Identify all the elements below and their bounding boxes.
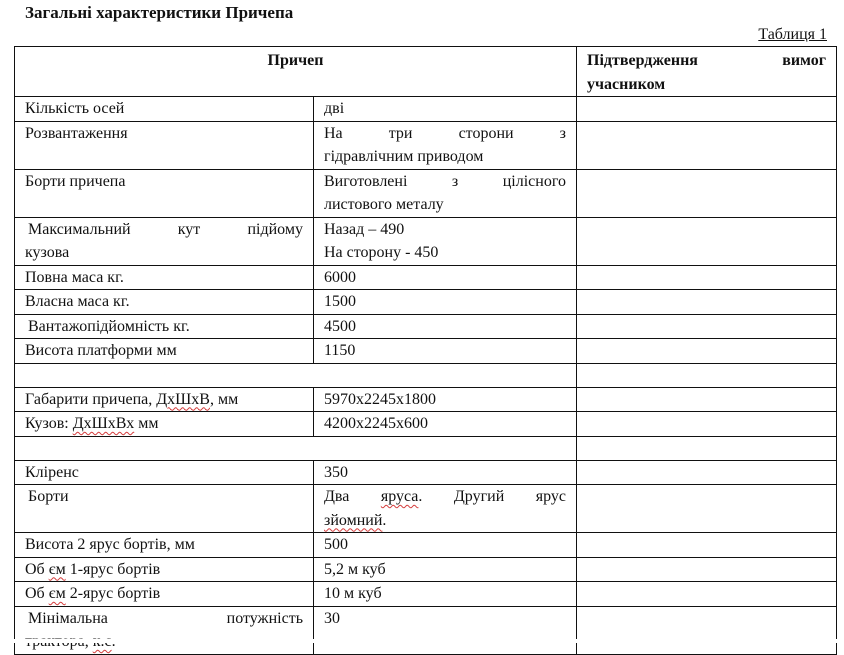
confirm-cell[interactable] [577, 436, 837, 460]
document-title: Загальні характеристики Причепа [25, 3, 294, 22]
param-word: Максимальний [28, 220, 131, 238]
value-cell: дві [314, 97, 577, 122]
param-text-misspelled: єм [48, 560, 66, 578]
header-confirm-word-1: Підтвердження [587, 52, 698, 69]
param-text-misspelled: ДхШхВх [72, 415, 135, 432]
header-confirmation [577, 47, 837, 97]
value-cell [314, 485, 577, 533]
param-cell: Розвантаження [15, 121, 314, 169]
table-row [15, 314, 837, 339]
value-word: цілісного [502, 172, 566, 190]
value-text: . [418, 488, 423, 505]
value-cell: 30 [314, 606, 577, 654]
param-text: Кузов: [25, 415, 73, 432]
param-cell [15, 217, 314, 265]
confirm-cell[interactable] [577, 314, 837, 339]
table-row [15, 97, 837, 122]
param-text-misspelled: єм [48, 585, 66, 602]
confirm-cell[interactable] [577, 265, 837, 290]
confirm-cell[interactable] [577, 121, 837, 169]
param-cell [15, 606, 314, 654]
value-line-2: листового металу [324, 196, 444, 213]
param-word: Мінімальна [28, 609, 108, 627]
table-row [15, 557, 837, 582]
table-row [15, 485, 837, 533]
param-cell: Кліренс [15, 460, 314, 485]
table-row [15, 121, 837, 169]
blank-cell [15, 436, 577, 460]
param-word: кут [177, 220, 201, 238]
value-line-2 [324, 509, 566, 533]
param-cell: Власна маса кг. [15, 290, 314, 315]
param-word: потужність [226, 609, 303, 627]
param-cell [15, 557, 314, 582]
value-word: Виготовлені [324, 172, 408, 190]
table-row [15, 460, 837, 485]
value-cell [314, 169, 577, 217]
blank-cell [15, 363, 577, 387]
param-cell: Борти причепа [15, 169, 314, 217]
table-row [15, 217, 837, 265]
value-cell: 6000 [314, 265, 577, 290]
value-cell: 4200х2245х600 [314, 412, 577, 437]
param-cell: Висота 2 ярус бортів, мм [15, 533, 314, 558]
table-row [15, 339, 837, 364]
confirm-cell[interactable] [577, 290, 837, 315]
confirm-cell[interactable] [577, 217, 837, 265]
confirm-cell[interactable] [577, 339, 837, 364]
param-cell: Повна маса кг. [15, 265, 314, 290]
confirm-cell[interactable] [577, 557, 837, 582]
value-text: . [382, 511, 387, 529]
value-line-1: Назад – 490 [324, 220, 405, 238]
value-word: ярус [535, 488, 566, 505]
param-cell: Висота платформи мм [15, 339, 314, 364]
param-cell: Кількість осей [15, 97, 314, 122]
table-row [15, 412, 837, 437]
value-cell [314, 121, 577, 169]
param-text: мм [134, 415, 159, 432]
confirm-cell[interactable] [577, 606, 837, 654]
value-cell: 1150 [314, 339, 577, 364]
confirm-cell[interactable] [577, 363, 837, 387]
header-confirm-word-2: вимог [782, 52, 826, 69]
param-text: Об [25, 585, 49, 602]
value-cell: 500 [314, 533, 577, 558]
param-text: , мм [209, 390, 239, 408]
value-word: три [388, 124, 413, 142]
header-trailer: Причеп [15, 47, 577, 97]
param-line-2: кузова [25, 244, 70, 261]
table-row [15, 387, 837, 412]
value-word: Другий [453, 488, 505, 505]
value-word: з [451, 172, 459, 190]
value-word [381, 485, 423, 509]
value-line-2: гідравлічним приводом [324, 148, 484, 165]
confirm-cell[interactable] [577, 582, 837, 607]
value-word: сторони [458, 124, 514, 142]
value-cell [314, 217, 577, 265]
param-text: Об [25, 560, 49, 578]
confirm-cell[interactable] [577, 460, 837, 485]
table-row [15, 169, 837, 217]
value-cell: 5970х2245х1800 [314, 387, 577, 412]
param-cell [15, 582, 314, 607]
confirm-cell[interactable] [577, 485, 837, 533]
param-word: підйому [247, 220, 303, 238]
table-header-row [15, 47, 837, 97]
value-cell: 10 м куб [314, 582, 577, 607]
param-text-misspelled: ДхШхВ [156, 390, 210, 408]
table-row-blank [15, 436, 837, 460]
value-text-misspelled: зйомний [324, 511, 383, 529]
table-caption: Таблиця 1 [758, 26, 827, 43]
table-row [15, 290, 837, 315]
param-cell [15, 387, 314, 412]
header-confirm-line-2: учасником [587, 75, 666, 93]
table-row [15, 265, 837, 290]
value-word: На [324, 124, 343, 142]
trailer-spec-table [14, 46, 837, 655]
value-word: з [559, 124, 566, 142]
table-row [15, 606, 837, 654]
param-text: 2-ярус бортів [65, 585, 161, 602]
confirm-cell[interactable] [577, 169, 837, 217]
value-line-2: На сторону - 450 [324, 244, 439, 261]
table-row [15, 533, 837, 558]
confirm-cell[interactable] [577, 533, 837, 558]
value-word: Два [324, 488, 350, 505]
table-row [15, 582, 837, 607]
param-cell: Вантажопідйомність кг. [15, 314, 314, 339]
confirm-cell[interactable] [577, 412, 837, 437]
value-cell: 5,2 м куб [314, 557, 577, 582]
confirm-cell[interactable] [577, 387, 837, 412]
value-cell: 4500 [314, 314, 577, 339]
param-cell [15, 412, 314, 437]
param-cell: Борти [15, 485, 314, 533]
page-cut-edge [0, 639, 844, 643]
value-text-misspelled: яруса [380, 488, 419, 505]
value-cell: 1500 [314, 290, 577, 315]
param-text: Габарити причепа, [25, 390, 157, 408]
param-text: 1-ярус бортів [65, 560, 161, 578]
table-row-blank [15, 363, 837, 387]
value-cell: 350 [314, 460, 577, 485]
confirm-cell[interactable] [577, 97, 837, 122]
